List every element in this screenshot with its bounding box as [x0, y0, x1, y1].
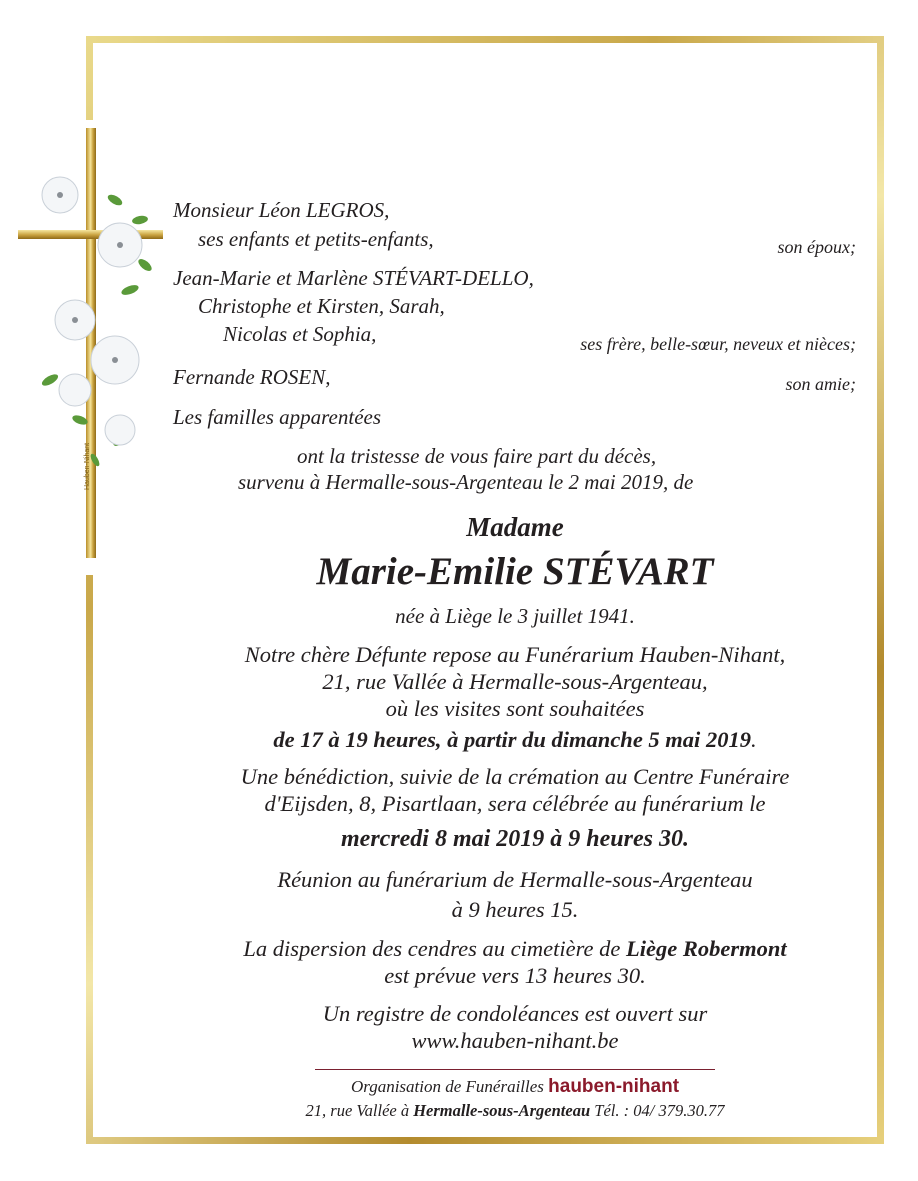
artist-signature: Hauben-Nihant	[84, 442, 91, 490]
footer-org-label: Organisation de Funérailles	[350, 1077, 544, 1096]
visit-hours-bold: de 17 à 19 heures, à partir du dimanche 5 mai 2019	[273, 727, 751, 752]
announcement-line-2: survenu à Hermalle-sous-Argenteau le 2 mai 2019, de	[238, 470, 694, 494]
family-line-5: Nicolas et Sophia,	[223, 322, 377, 346]
ceremony-date: mercredi 8 mai 2019 à 9 heures 30.	[341, 826, 689, 852]
dispersion-place: Liège Robermont	[626, 936, 787, 961]
family-line-3: Jean-Marie et Marlène STÉVART-DELLO,	[173, 266, 534, 290]
ceremony-line-2: d'Eijsden, 8, Pisartlaan, sera célébrée au funérarium le	[264, 791, 766, 816]
dispersion-line-1	[130, 938, 900, 961]
footer-org	[130, 1077, 900, 1096]
visit-line-3: où les visites sont souhaitées	[385, 696, 645, 721]
register-url[interactable]: www.hauben-nihant.be	[411, 1028, 619, 1053]
announcement-line-1: ont la tristesse de vous faire part du décès,	[297, 444, 657, 468]
visit-hours-end: .	[750, 727, 757, 752]
meeting-line-2: à 9 heures 15.	[451, 897, 579, 922]
brand-logo: hauben-nihant	[548, 1076, 680, 1097]
ceremony-line-1: Une bénédiction, suivie de la crémation au Centre Funéraire	[240, 764, 790, 789]
family-line-7: Les familles apparentées	[173, 405, 382, 429]
footer-divider	[315, 1069, 715, 1070]
role-siblings: ses frère, belle-sœur, neveux et nièces;	[580, 334, 856, 354]
visit-line-1: Notre chère Défunte repose au Funérarium Hauben-Nihant,	[244, 642, 786, 667]
family-line-2: ses enfants et petits-enfants,	[198, 227, 434, 251]
dispersion-text: La dispersion des cendres au cimetière de	[243, 936, 621, 961]
dispersion-line-2: est prévue vers 13 heures 30.	[384, 963, 646, 988]
footer-phone: Tél. : 04/ 379.30.77	[594, 1101, 725, 1120]
role-spouse: son époux;	[777, 237, 856, 257]
footer-address	[130, 1103, 900, 1120]
deceased-name: Marie-Emilie STÉVART	[316, 550, 714, 593]
visit-hours	[130, 729, 900, 752]
footer-address-prefix: 21, rue Vallée à	[305, 1101, 410, 1120]
register-line-1: Un registre de condoléances est ouvert sur	[322, 1001, 708, 1026]
footer-address-city: Hermalle-sous-Argenteau	[413, 1101, 591, 1120]
family-line-1: Monsieur Léon LEGROS,	[173, 198, 390, 222]
visit-line-2: 21, rue Vallée à Hermalle-sous-Argenteau,	[322, 669, 708, 694]
meeting-line-1: Réunion au funérarium de Hermalle-sous-Argenteau	[277, 867, 753, 892]
deceased-birth: née à Liège le 3 juillet 1941.	[395, 604, 635, 628]
family-line-6: Fernande ROSEN,	[173, 365, 331, 389]
role-friend: son amie;	[785, 374, 856, 394]
family-line-4: Christophe et Kirsten, Sarah,	[198, 294, 445, 318]
white-flowers-icon	[20, 160, 170, 500]
deceased-title: Madame	[466, 512, 564, 542]
